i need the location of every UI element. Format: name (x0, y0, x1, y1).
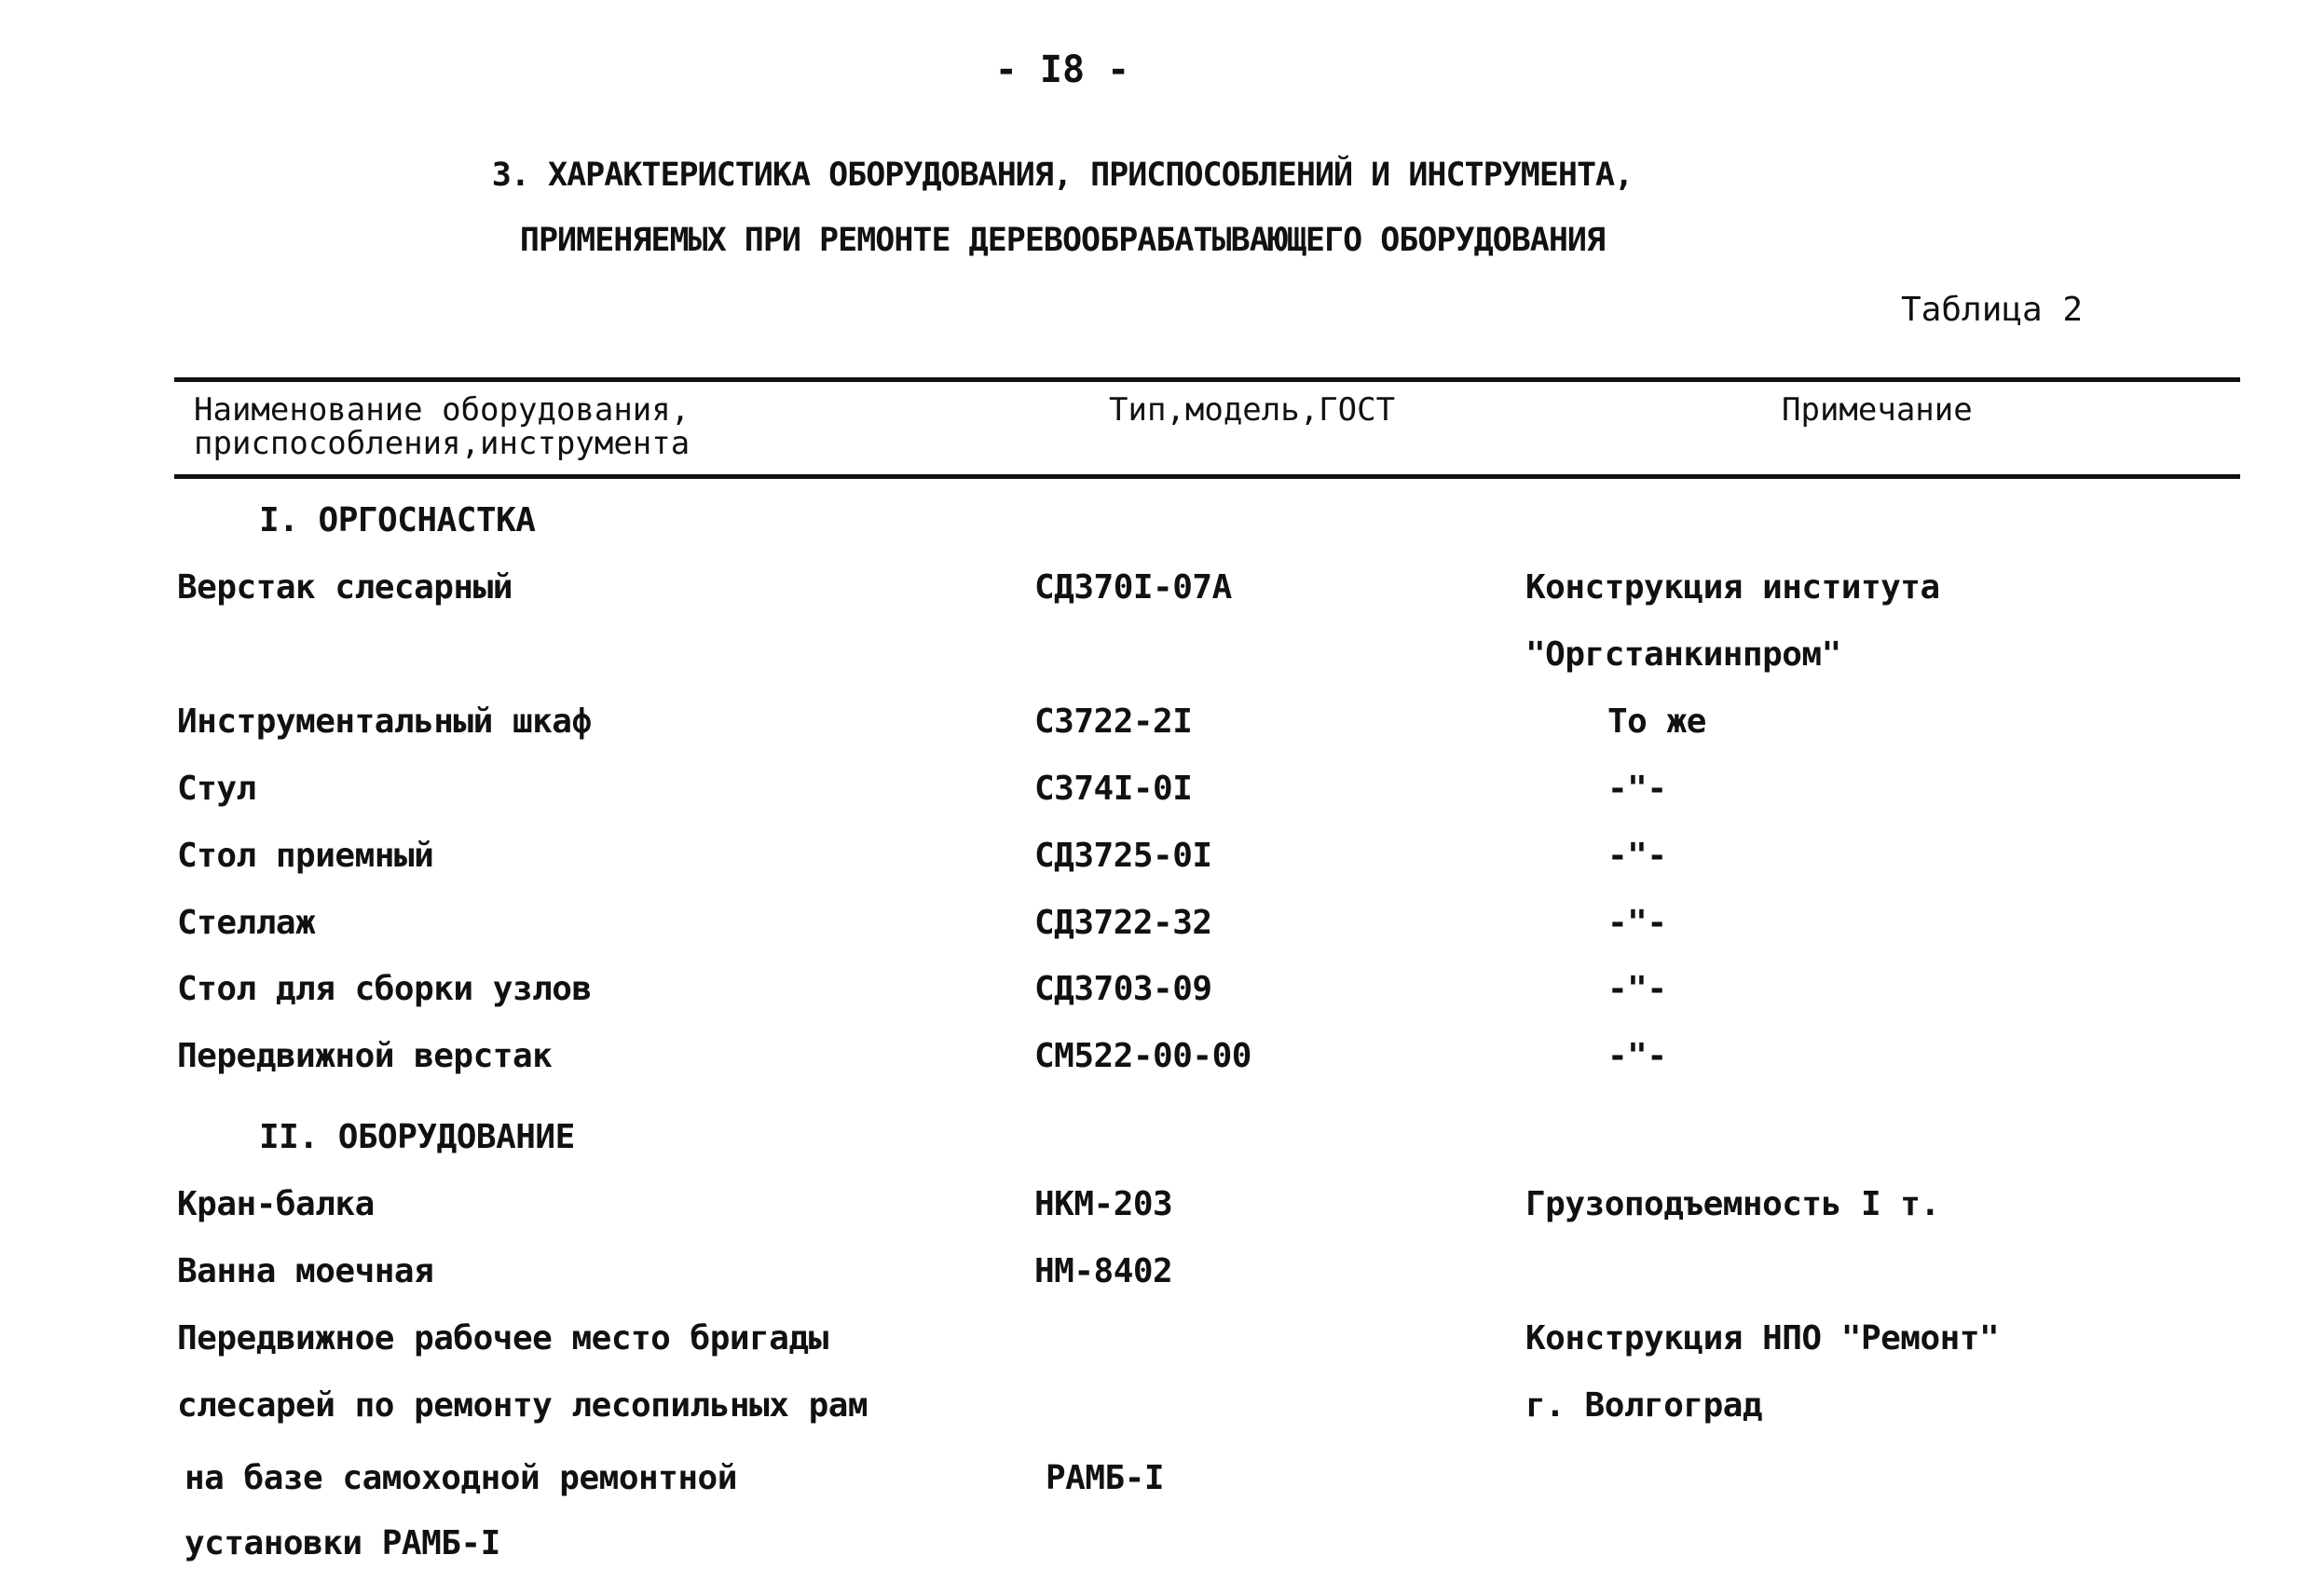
row-model: СД3725-0I (1034, 837, 1212, 875)
row-note: То же (1607, 703, 1706, 741)
row-model: НКМ-203 (1034, 1185, 1173, 1223)
row-note: -"- (1607, 904, 1667, 942)
table-top-rule (174, 377, 2240, 382)
row-model: СД3722-32 (1034, 904, 1212, 942)
section-title-line-2: ПРИМЕНЯЕМЫХ ПРИ РЕМОНТЕ ДЕРЕВООБРАБАТЫВАЮЩЕГО ОБОРУДОВАНИЯ (519, 222, 1606, 259)
row-note-continued: "Оргстанкинпром" (1525, 635, 1841, 674)
row-model: РАМБ-I (1046, 1459, 1165, 1497)
row-note: -"- (1607, 1037, 1667, 1075)
header-name-line-2: приспособления,инструмента (194, 425, 691, 462)
row-name-continued: слесарей по ремонту лесопильных рам (177, 1386, 868, 1425)
row-name: Стеллаж (177, 904, 316, 942)
row-name: Стол для сборки узлов (177, 970, 592, 1008)
row-model: СМ522-00-00 (1034, 1037, 1251, 1075)
section-heading-orgosnastka: I. ОРГОСНАСТКА (259, 501, 536, 539)
row-name-continued: на базе самоходной ремонтной (185, 1459, 737, 1497)
row-name: Кран-балка (177, 1185, 375, 1223)
header-name-line-1: Наименование оборудования, (194, 391, 691, 429)
row-model: С3722-2I (1034, 703, 1193, 741)
row-name: Верстак слесарный (177, 568, 513, 607)
row-name: Передвижной верстак (177, 1037, 553, 1075)
row-model: НМ-8402 (1034, 1252, 1173, 1290)
row-note: -"- (1607, 837, 1667, 875)
header-model: Тип,модель,ГОСТ (1109, 391, 1396, 429)
row-name: Ванна моечная (177, 1252, 434, 1290)
row-name-continued: установки РАМБ-I (185, 1524, 500, 1562)
row-note-continued: г. Волгоград (1525, 1386, 1763, 1425)
page-number: - I8 - (994, 48, 1130, 91)
table-header-rule (174, 474, 2240, 479)
row-name: Инструментальный шкаф (177, 703, 592, 741)
table-label: Таблица 2 (1901, 291, 2084, 329)
row-model: С374I-0I (1034, 770, 1193, 808)
section-title-line-1: 3. ХАРАКТЕРИСТИКА ОБОРУДОВАНИЯ, ПРИСПОСОБЛЕНИЙ И ИНСТРУМЕНТА, (491, 157, 1634, 194)
row-name: Стол приемный (177, 837, 434, 875)
row-note: Конструкция НПО "Ремонт" (1525, 1319, 2000, 1357)
header-note: Примечание (1782, 391, 1973, 429)
row-note: Конструкция института (1525, 568, 1940, 607)
row-note: Грузоподъемность I т. (1525, 1185, 1940, 1223)
row-name: Стул (177, 770, 256, 808)
row-model: СД3703-09 (1034, 970, 1212, 1008)
header-name (194, 393, 690, 460)
row-model: СД370I-07А (1034, 568, 1232, 607)
row-note: -"- (1607, 770, 1667, 808)
row-name: Передвижное рабочее место бригады (177, 1319, 828, 1357)
section-heading-equipment: II. ОБОРУДОВАНИЕ (259, 1118, 575, 1156)
row-note: -"- (1607, 970, 1667, 1008)
